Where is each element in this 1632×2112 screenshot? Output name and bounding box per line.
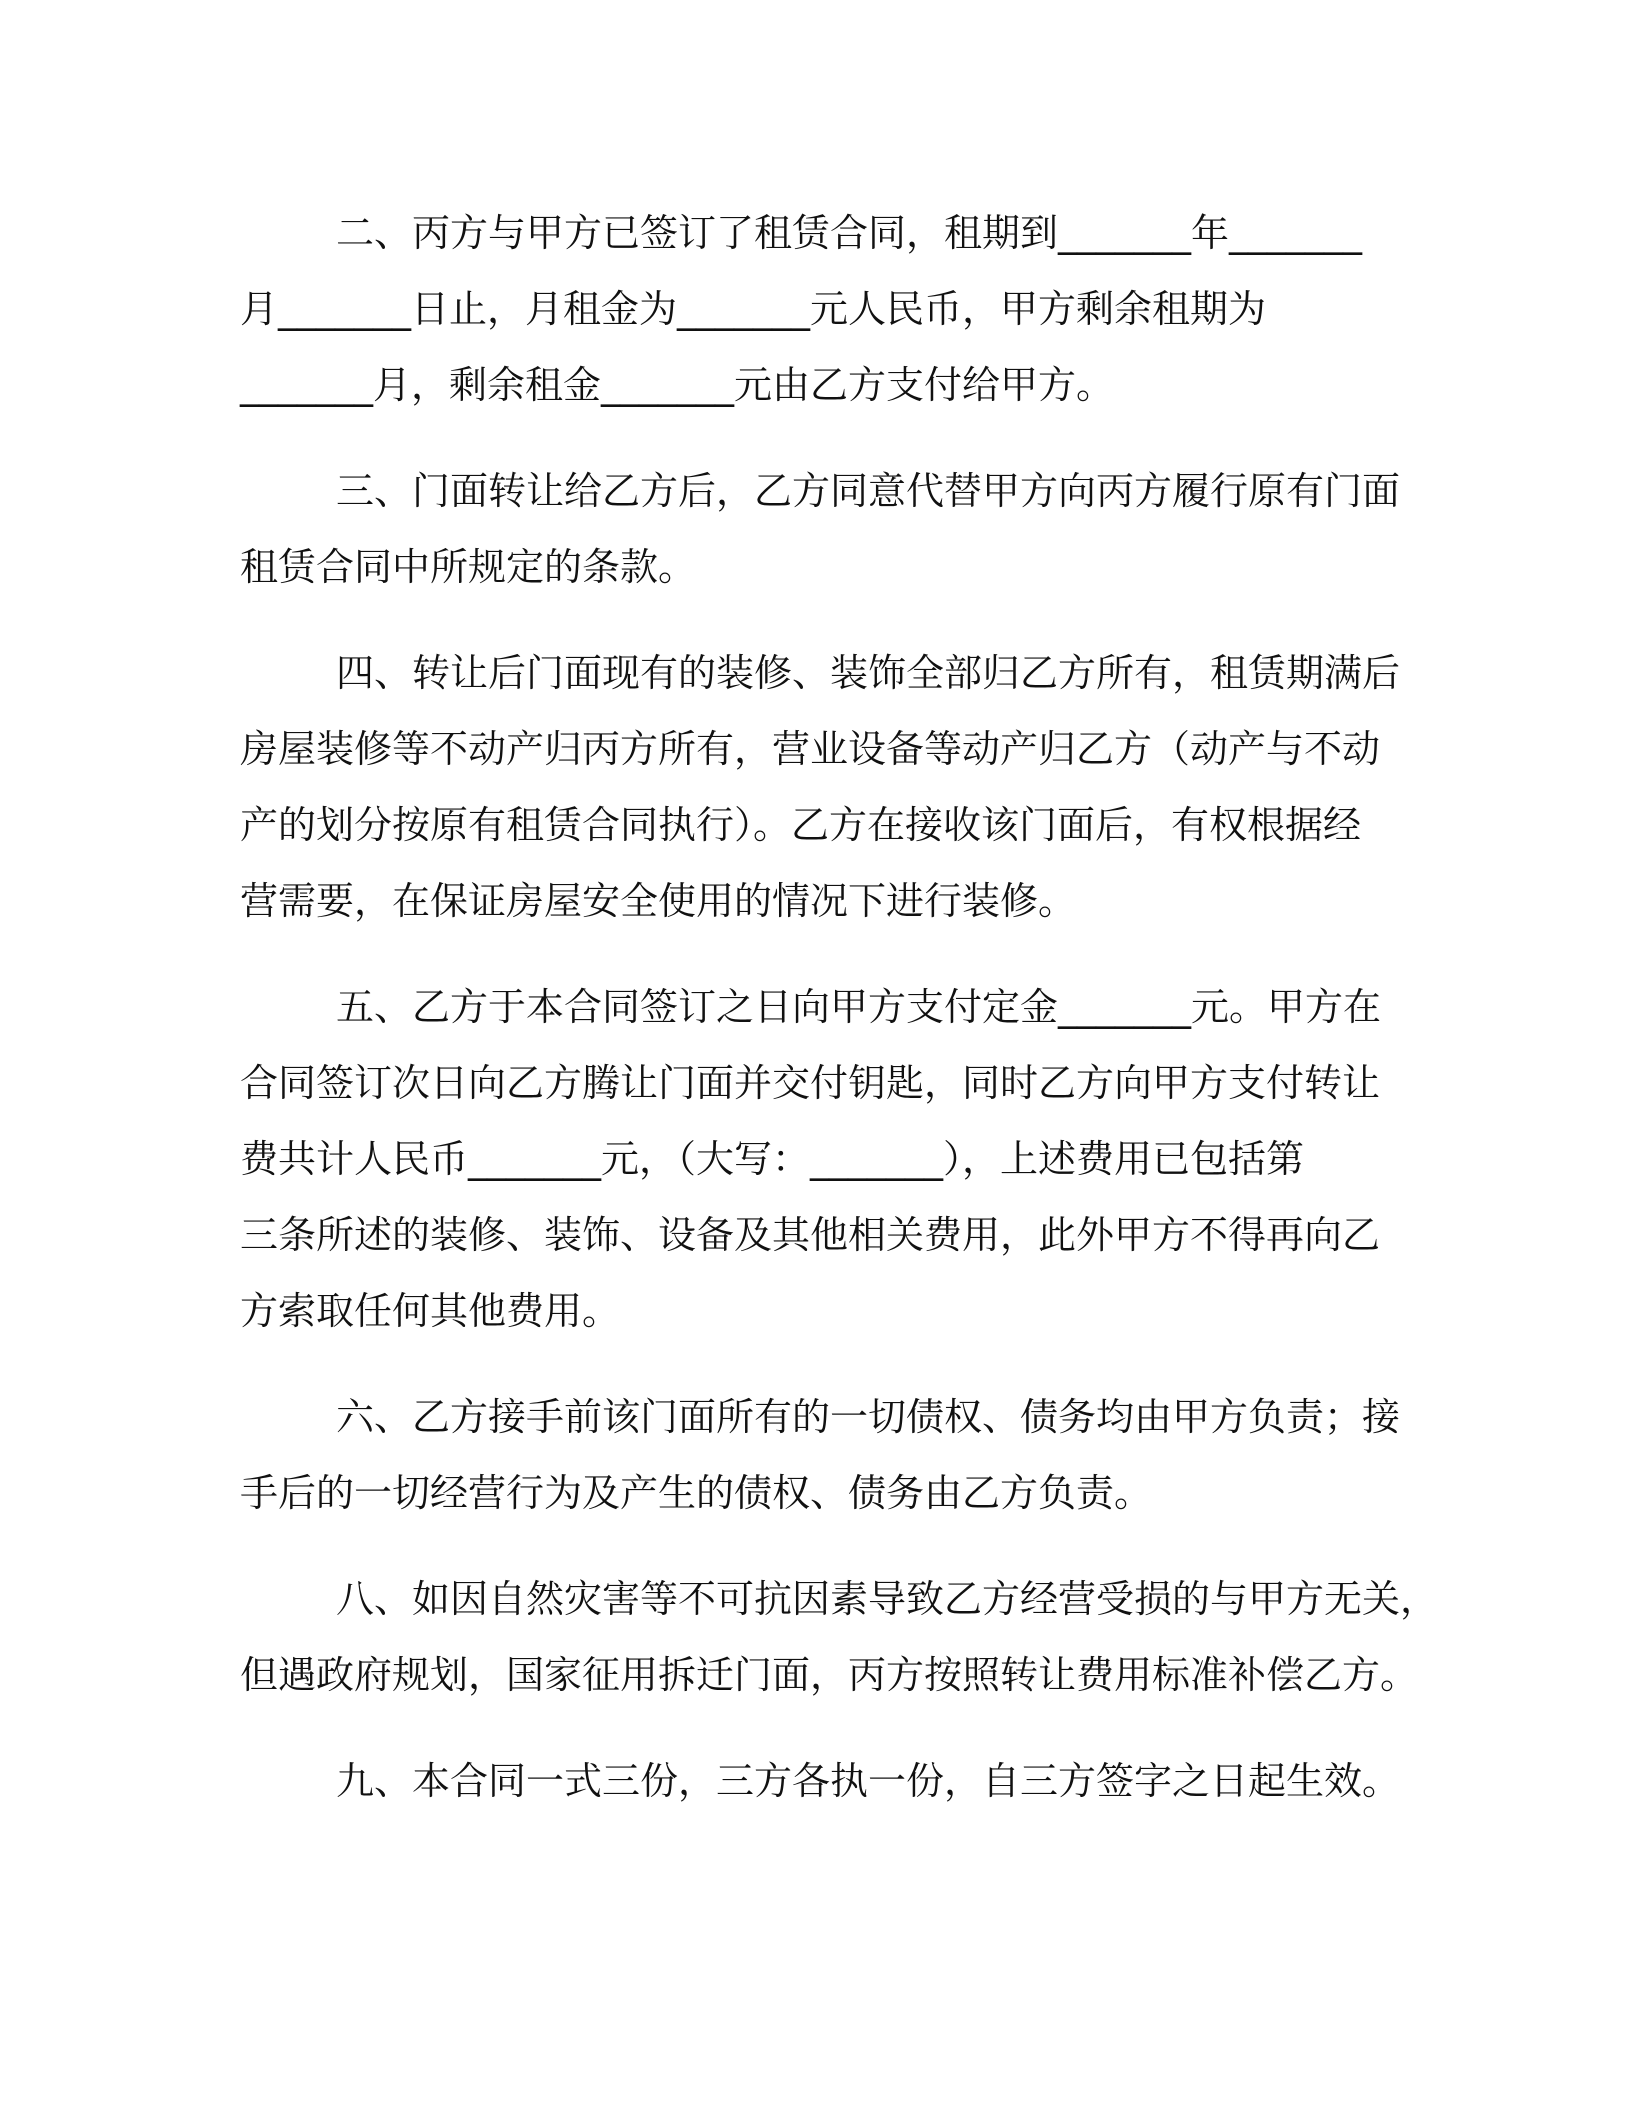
clause-4-line-1: 四、转让后门面现有的装修、装饰全部归乙方所有，租赁期满后 [336,651,1401,695]
clause-4-line-2: 房屋装修等不动产归丙方所有，营业设备等动产归乙方（动产与不动 [240,727,1381,771]
clause-5-line-5: 方索取任何其他费用。 [240,1289,621,1333]
clause-6-line-1: 六、乙方接手前该门面所有的一切债权、债务均由甲方负责；接 [336,1395,1401,1439]
clause-3-line-2: 租赁合同中所规定的条款。 [240,545,697,589]
contract-body [240,195,1439,1819]
clause-6-paragraph [240,1379,1401,1531]
clause-3-paragraph [240,453,1401,605]
clause-5-line-3: 费共计人民币_______元，（大写：_______），上述费用已包括第 [240,1137,1305,1181]
clause-8-paragraph [240,1561,1439,1713]
clause-5-line-2: 合同签订次日向乙方腾让门面并交付钥匙，同时乙方向甲方支付转让 [240,1061,1381,1105]
clause-5-line-4: 三条所述的装修、装饰、设备及其他相关费用，此外甲方不得再向乙 [240,1213,1381,1257]
clause-8-line-1: 八、如因自然灾害等不可抗因素导致乙方经营受损的与甲方无关， [336,1577,1439,1621]
clause-2-line-3: _______月，剩余租金_______元由乙方支付给甲方。 [240,363,1115,407]
clause-4-paragraph [240,635,1401,939]
clause-3-line-1: 三、门面转让给乙方后，乙方同意代替甲方向丙方履行原有门面 [336,469,1401,513]
clause-5-line-1: 五、乙方于本合同签订之日向甲方支付定金_______元。甲方在 [336,985,1382,1029]
clause-9-paragraph [240,1743,1401,1819]
clause-4-line-3: 产的划分按原有租赁合同执行）。乙方在接收该门面后，有权根据经 [240,803,1362,847]
clause-2-paragraph [240,195,1390,423]
clause-5-paragraph [240,969,1390,1349]
clause-2-line-2: 月_______日止，月租金为_______元人民币，甲方剩余租期为 [240,287,1267,331]
clause-9-line-1: 九、本合同一式三份，三方各执一份，自三方签字之日起生效。 [336,1759,1401,1803]
clause-2-line-1: 二、丙方与甲方已签订了租赁合同，租期到_______年_______ [336,211,1363,255]
clause-8-line-2: 但遇政府规划，国家征用拆迁门面，丙方按照转让费用标准补偿乙方。 [240,1653,1419,1697]
clause-6-line-2: 手后的一切经营行为及产生的债权、债务由乙方负责。 [240,1471,1153,1515]
clause-4-line-4: 营需要，在保证房屋安全使用的情况下进行装修。 [240,879,1077,923]
